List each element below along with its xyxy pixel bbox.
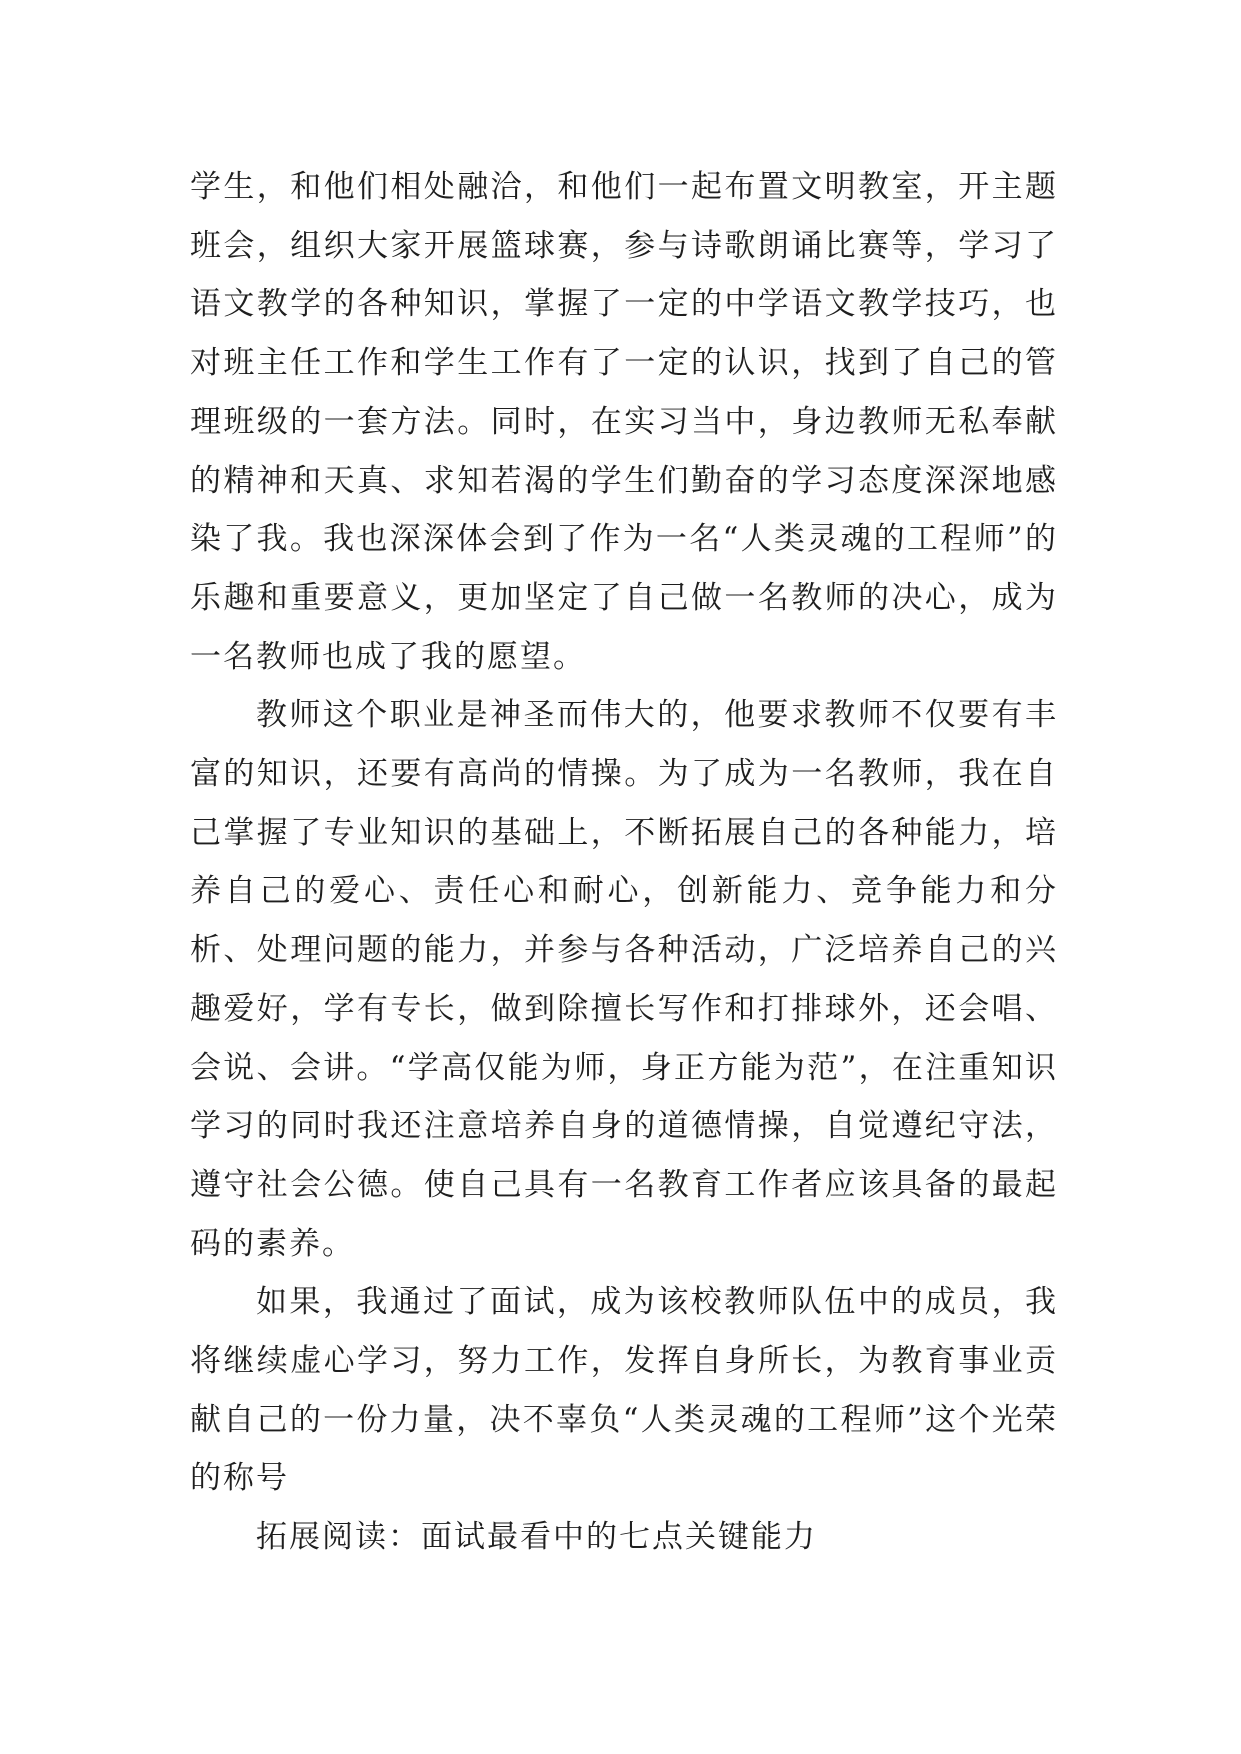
paragraph-teacher-profession: 教师这个职业是神圣而伟大的，他要求教师不仅要有丰富的知识，还要有高尚的情操。为了成为一名教师，我在自己掌握了专业知识的基础上，不断拓展自己的各种能力，培养自己的爱心、责任心和耐心，创新能力、竞争能力和分析、处理问题的能力，并参与各种活动，广泛培养自己的兴趣爱好，学有专长，做到除擅长写作和打排球外，还会唱、会说、会讲。“学高仅能为师，身正方能为范”，在注重知识学习的同时我还注意培养自身的道德情操，自觉遵纪守法，遵守社会公德。使自己具有一名教育工作者应该具备的最起码的素养。 [190,697,1058,1262]
paragraph-interview-commitment: 如果，我通过了面试，成为该校教师队伍中的成员，我将继续虚心学习，努力工作，发挥自身所长，为教育事业贡献自己的一份力量，决不辜负“人类灵魂的工程师”这个光荣的称号 [190,1284,1058,1497]
paragraph-continuation: 学生，和他们相处融洽，和他们一起布置文明教室，开主题班会，组织大家开展篮球赛，参与诗歌朗诵比赛等，学习了语文教学的各种知识，掌握了一定的中学语文教学技巧，也对班主任工作和学生工作有了一定的认识，找到了自己的管理班级的一套方法。同时，在实习当中，身边教师无私奉献的精神和天真、求知若渴的学生们勤奋的学习态度深深地感染了我。我也深深体会到了作为一名“人类灵魂的工程师”的乐趣和重要意义，更加坚定了自己做一名教师的决心，成为一名教师也成了我的愿望。 [190,169,1058,675]
document-body [190,158,1058,1567]
extended-reading-heading: 拓展阅读：面试最看中的七点关键能力 [256,1519,817,1556]
